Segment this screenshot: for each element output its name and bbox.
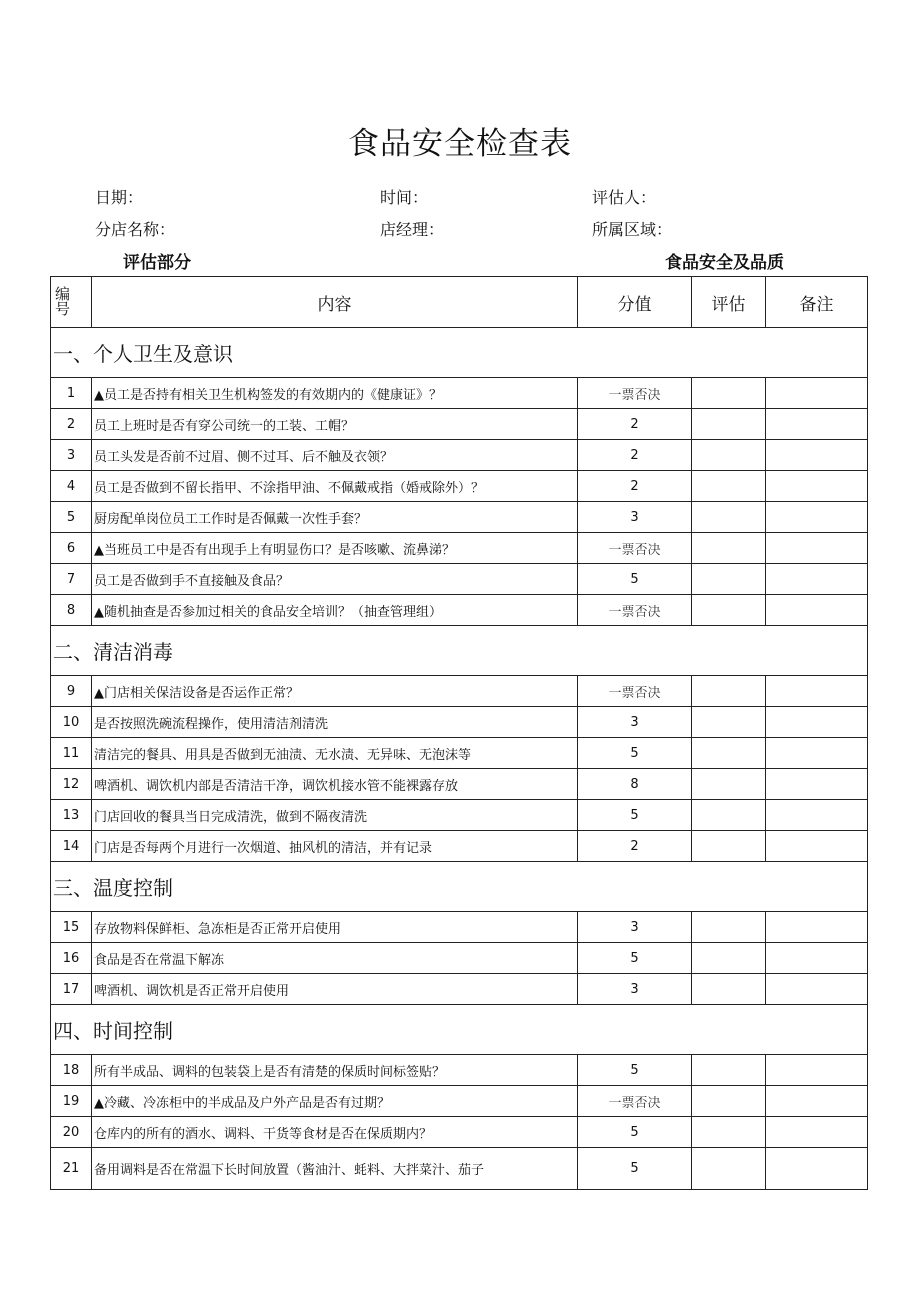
row-score: 5 <box>578 800 692 831</box>
row-number: 7 <box>51 564 92 595</box>
row-note-cell[interactable] <box>766 1055 868 1086</box>
row-score: 5 <box>578 1055 692 1086</box>
table-row <box>51 974 868 1005</box>
section-category: 食品安全及品质 <box>665 253 784 273</box>
row-score: 3 <box>578 502 692 533</box>
row-note-cell[interactable] <box>766 502 868 533</box>
row-note-cell[interactable] <box>766 1148 868 1190</box>
row-note-cell[interactable] <box>766 676 868 707</box>
row-score: 3 <box>578 912 692 943</box>
header-number <box>51 277 92 328</box>
page-title: 食品安全检查表 <box>348 126 572 162</box>
table-row <box>51 1086 868 1117</box>
row-score: 5 <box>578 943 692 974</box>
row-score: 2 <box>578 831 692 862</box>
category-title: 一、个人卫生及意识 <box>51 328 868 378</box>
row-content: 厨房配单岗位员工工作时是否佩戴一次性手套？ <box>92 502 578 533</box>
row-content: 员工是否做到不留长指甲、不涂指甲油、不佩戴戒指（婚戒除外）？ <box>92 471 578 502</box>
category-title: 二、清洁消毒 <box>51 626 868 676</box>
row-note-cell[interactable] <box>766 1086 868 1117</box>
row-content: 所有半成品、调料的包装袋上是否有清楚的保质时间标签贴？ <box>92 1055 578 1086</box>
row-note-cell[interactable] <box>766 769 868 800</box>
assessor-label: 评估人： <box>592 188 657 207</box>
store-label: 分店名称： <box>95 220 176 239</box>
header-score: 分值 <box>578 277 692 328</box>
row-note-cell[interactable] <box>766 595 868 626</box>
row-score: 5 <box>578 738 692 769</box>
category-row <box>51 328 868 378</box>
row-note-cell[interactable] <box>766 912 868 943</box>
row-number: 15 <box>51 912 92 943</box>
row-number: 12 <box>51 769 92 800</box>
row-score: 8 <box>578 769 692 800</box>
table-row <box>51 564 868 595</box>
row-content: ▲随机抽查是否参加过相关的食品安全培训？（抽查管理组） <box>92 595 578 626</box>
row-content: 清洁完的餐具、用具是否做到无油渍、无水渍、无异味、无泡沫等 <box>92 738 578 769</box>
row-number: 6 <box>51 533 92 564</box>
date-label: 日期： <box>95 188 144 207</box>
header-number-top: 编 <box>55 285 71 303</box>
row-score: 5 <box>578 564 692 595</box>
row-eval-cell[interactable] <box>692 378 766 409</box>
row-eval-cell[interactable] <box>692 676 766 707</box>
row-eval-cell[interactable] <box>692 564 766 595</box>
table-row <box>51 409 868 440</box>
row-score: 5 <box>578 1117 692 1148</box>
row-content: 啤酒机、调饮机内部是否清洁干净，调饮机接水管不能裸露存放 <box>92 769 578 800</box>
row-content: 门店是否每两个月进行一次烟道、抽风机的清洁，并有记录 <box>92 831 578 862</box>
table-row <box>51 378 868 409</box>
row-score: 5 <box>578 1148 692 1190</box>
row-content: 啤酒机、调饮机是否正常开启使用 <box>92 974 578 1005</box>
row-number: 3 <box>51 440 92 471</box>
table-row <box>51 800 868 831</box>
row-content: 存放物料保鲜柜、急冻柜是否正常开启使用 <box>92 912 578 943</box>
table-row <box>51 912 868 943</box>
row-score: 3 <box>578 707 692 738</box>
header-eval: 评估 <box>692 277 766 328</box>
row-eval-cell[interactable] <box>692 707 766 738</box>
table-row <box>51 533 868 564</box>
row-score: 一票否决 <box>578 533 692 564</box>
row-content: ▲当班员工中是否有出现手上有明显伤口？是否咳嗽、流鼻涕？ <box>92 533 578 564</box>
row-content: ▲员工是否持有相关卫生机构签发的有效期内的《健康证》？ <box>92 378 578 409</box>
row-score: 一票否决 <box>578 1086 692 1117</box>
header-note: 备注 <box>766 277 868 328</box>
row-eval-cell[interactable] <box>692 974 766 1005</box>
header-number-bottom: 号 <box>55 300 71 318</box>
table-row <box>51 943 868 974</box>
row-number: 18 <box>51 1055 92 1086</box>
row-eval-cell[interactable] <box>692 800 766 831</box>
table-row <box>51 1055 868 1086</box>
row-number: 11 <box>51 738 92 769</box>
row-note-cell[interactable] <box>766 800 868 831</box>
row-content: 备用调料是否在常温下长时间放置（酱油汁、蚝料、大拌菜汁、茄子 <box>92 1148 578 1190</box>
section-label: 评估部分 <box>123 253 191 273</box>
category-row <box>51 1005 868 1055</box>
row-content: 是否按照洗碗流程操作，使用清洁剂清洗 <box>92 707 578 738</box>
row-note-cell[interactable] <box>766 831 868 862</box>
row-number: 20 <box>51 1117 92 1148</box>
row-eval-cell[interactable] <box>692 409 766 440</box>
row-score: 一票否决 <box>578 676 692 707</box>
row-content: 食品是否在常温下解冻 <box>92 943 578 974</box>
row-content: 员工头发是否前不过眉、侧不过耳、后不触及衣领？ <box>92 440 578 471</box>
table-row <box>51 831 868 862</box>
row-note-cell[interactable] <box>766 471 868 502</box>
table-row <box>51 595 868 626</box>
time-label: 时间： <box>380 188 429 207</box>
row-content: 门店回收的餐具当日完成清洗，做到不隔夜清洗 <box>92 800 578 831</box>
row-score: 2 <box>578 440 692 471</box>
row-eval-cell[interactable] <box>692 533 766 564</box>
row-note-cell[interactable] <box>766 409 868 440</box>
row-eval-cell[interactable] <box>692 1086 766 1117</box>
row-eval-cell[interactable] <box>692 1117 766 1148</box>
category-row <box>51 862 868 912</box>
row-content: ▲冷藏、冷冻柜中的半成品及户外产品是否有过期？ <box>92 1086 578 1117</box>
category-title: 三、温度控制 <box>51 862 868 912</box>
row-content: ▲门店相关保洁设备是否运作正常？ <box>92 676 578 707</box>
row-eval-cell[interactable] <box>692 471 766 502</box>
row-note-cell[interactable] <box>766 707 868 738</box>
table-row <box>51 1117 868 1148</box>
row-score: 2 <box>578 409 692 440</box>
row-note-cell[interactable] <box>766 974 868 1005</box>
table-row <box>51 738 868 769</box>
category-title: 四、时间控制 <box>51 1005 868 1055</box>
row-note-cell[interactable] <box>766 378 868 409</box>
row-number: 16 <box>51 943 92 974</box>
row-note-cell[interactable] <box>766 533 868 564</box>
row-eval-cell[interactable] <box>692 738 766 769</box>
row-eval-cell[interactable] <box>692 1055 766 1086</box>
row-score: 3 <box>578 974 692 1005</box>
row-eval-cell[interactable] <box>692 912 766 943</box>
row-content: 仓库内的所有的酒水、调料、干货等食材是否在保质期内？ <box>92 1117 578 1148</box>
row-eval-cell[interactable] <box>692 595 766 626</box>
row-number: 19 <box>51 1086 92 1117</box>
region-label: 所属区域： <box>592 220 673 239</box>
row-number: 14 <box>51 831 92 862</box>
table-row <box>51 769 868 800</box>
header-content: 内容 <box>92 277 578 328</box>
row-eval-cell[interactable] <box>692 1148 766 1190</box>
row-number: 1 <box>51 378 92 409</box>
row-number: 10 <box>51 707 92 738</box>
category-row <box>51 626 868 676</box>
row-score: 2 <box>578 471 692 502</box>
row-eval-cell[interactable] <box>692 769 766 800</box>
table-header-row <box>51 277 868 328</box>
row-number: 8 <box>51 595 92 626</box>
row-eval-cell[interactable] <box>692 831 766 862</box>
table-row <box>51 707 868 738</box>
row-content: 员工是否做到手不直接触及食品？ <box>92 564 578 595</box>
row-number: 21 <box>51 1148 92 1190</box>
row-number: 13 <box>51 800 92 831</box>
row-note-cell[interactable] <box>766 738 868 769</box>
row-score: 一票否决 <box>578 378 692 409</box>
inspection-table <box>50 276 868 1190</box>
row-number: 17 <box>51 974 92 1005</box>
row-note-cell[interactable] <box>766 440 868 471</box>
table-row <box>51 676 868 707</box>
row-number: 9 <box>51 676 92 707</box>
table-row <box>51 1148 868 1190</box>
table-row <box>51 440 868 471</box>
row-eval-cell[interactable] <box>692 440 766 471</box>
row-note-cell[interactable] <box>766 943 868 974</box>
row-note-cell[interactable] <box>766 564 868 595</box>
row-number: 2 <box>51 409 92 440</box>
row-number: 4 <box>51 471 92 502</box>
row-score: 一票否决 <box>578 595 692 626</box>
row-note-cell[interactable] <box>766 1117 868 1148</box>
row-content: 员工上班时是否有穿公司统一的工装、工帽？ <box>92 409 578 440</box>
manager-label: 店经理： <box>380 220 445 239</box>
row-eval-cell[interactable] <box>692 502 766 533</box>
table-row <box>51 502 868 533</box>
row-eval-cell[interactable] <box>692 943 766 974</box>
table-row <box>51 471 868 502</box>
row-number: 5 <box>51 502 92 533</box>
